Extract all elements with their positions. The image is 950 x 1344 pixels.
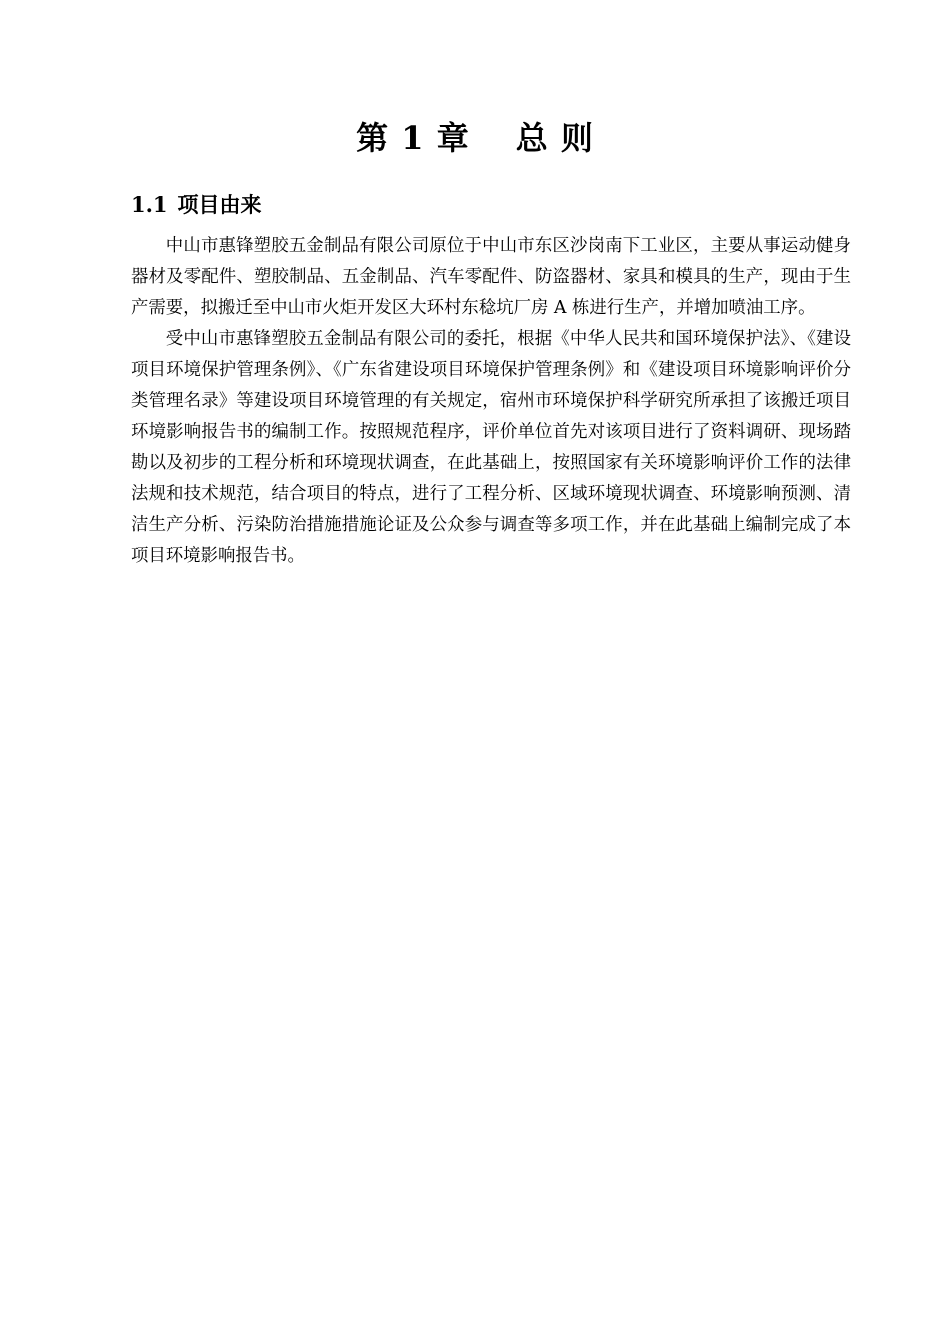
body-text bbox=[131, 231, 851, 572]
chapter-number: 第 1 章 bbox=[356, 119, 470, 157]
chapter-name: 总 则 bbox=[515, 119, 594, 157]
chapter-title bbox=[0, 112, 950, 164]
paragraph-project-origin: 中山市惠锋塑胶五金制品有限公司原位于中山市东区沙岗南下工业区，主要从事运动健身器材及零配件、塑胶制品、五金制品、汽车零配件、防盗器材、家具和模具的生产，现由于生产需要，拟搬迁至中山市火炬开发区大环村东稔坑厂房 A 栋进行生产，并增加喷油工序。 bbox=[131, 236, 851, 318]
section-heading bbox=[131, 187, 262, 223]
paragraph-assessment-process: 受中山市惠锋塑胶五金制品有限公司的委托，根据《中华人民共和国环境保护法》、《建设项目环境保护管理条例》、《广东省建设项目环境保护管理条例》和《建设项目环境影响评价分类管理名录》等建设项目环境管理的有关规定，宿州市环境保护科学研究所承担了该搬迁项目环境影响报告书的编制工作。按照规范程序，评价单位首先对该项目进行了资料调研、现场踏勘以及初步的工程分析和环境现状调查，在此基础上，按照国家有关环境影响评价工作的法律法规和技术规范，结合项目的特点，进行了工程分析、区域环境现状调查、环境影响预测、清洁生产分析、污染防治措施措施论证及公众参与调查等多项工作，并在此基础上编制完成了本项目环境影响报告书。 bbox=[131, 329, 851, 566]
section-title: 项目由来 bbox=[177, 192, 262, 217]
section-number: 1.1 bbox=[131, 192, 168, 217]
